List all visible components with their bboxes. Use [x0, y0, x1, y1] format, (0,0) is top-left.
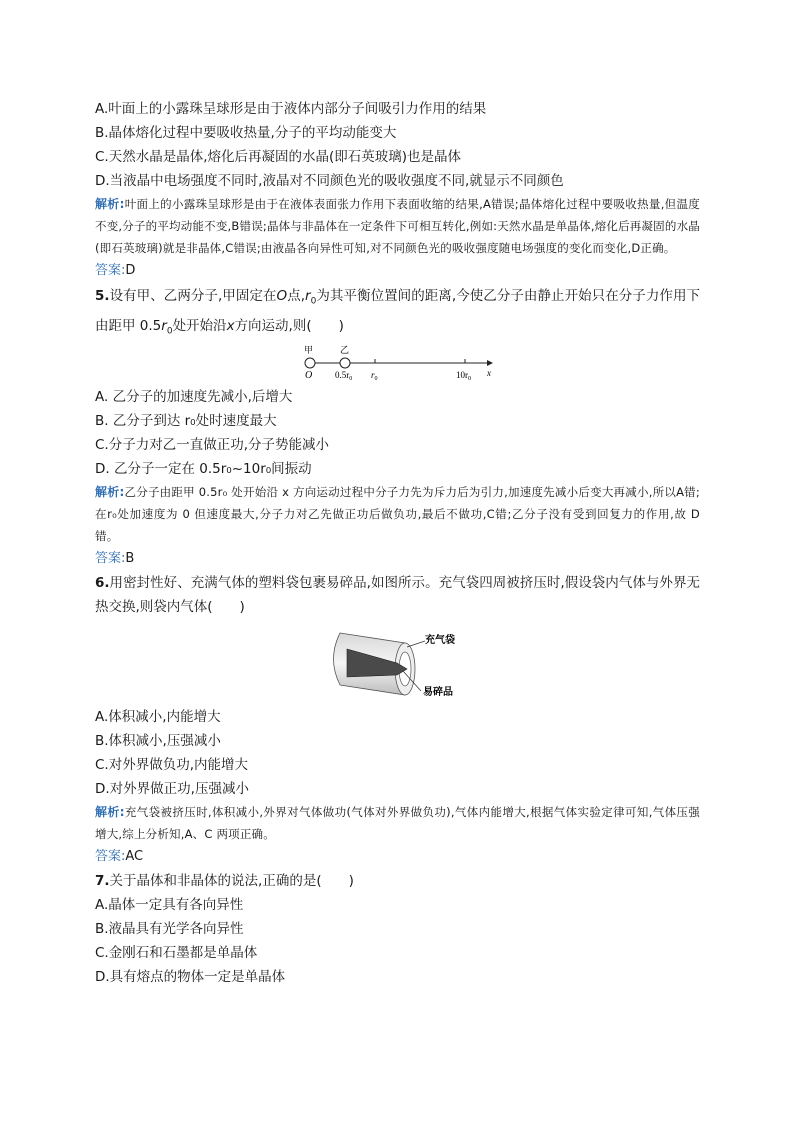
answer-label: 答案:	[95, 263, 126, 278]
half-r0-sub: 0	[349, 376, 353, 383]
airbag-diagram	[95, 619, 700, 705]
q5-option-d: D. 乙分子一定在 0.5r₀~10r₀间振动	[95, 461, 312, 478]
pointer-bag	[407, 641, 425, 647]
q6-options	[95, 705, 700, 801]
explanation-label: 解析:	[95, 805, 125, 820]
page-content	[95, 97, 700, 989]
explanation-text: 充气袋被挤压时,体积减小,外界对气体做功(气体对外界做负功),气体内能增大,根据气体实验定律可知,气体压强增大,综上分析知,A、C 两项正确。	[95, 805, 700, 842]
r0-sub: 0	[374, 376, 378, 383]
q5-option-b: B. 乙分子到达 r₀处时速度最大	[95, 413, 277, 430]
answer-label: 答案:	[95, 849, 126, 865]
label-bag: 充气袋	[425, 635, 455, 647]
q5-option-a: A. 乙分子的加速度先减小,后增大	[95, 389, 293, 406]
explanation-text: 乙分子由距甲 0.5r₀ 处开始沿 x 方向运动过程中分子力先为斥力后为引力,加速度先减小后变大再减小,所以A错;在r₀处加速度为 0 但速度最大,分子力对乙先做正功后做负功,最后不做功,C错;乙分子没有受到回复力的作用,故 D 错。	[95, 485, 700, 544]
10r0-sub: 0	[468, 376, 471, 383]
q5-stem-sub: 0	[310, 296, 317, 307]
q6-option-c: C.对外界做负功,内能增大	[95, 757, 249, 774]
x-axis-arrow	[487, 360, 493, 366]
answer-value: B	[125, 551, 135, 567]
q6-explanation	[95, 801, 700, 845]
q5-stem-r: r	[161, 317, 167, 334]
q7-stem	[95, 869, 700, 893]
q5-stem-r: r	[305, 288, 311, 304]
q7-number: 7.	[95, 873, 110, 890]
q5-stem	[95, 284, 700, 343]
q5-stem-part: 方向运动,则( )	[234, 317, 344, 334]
q5-stem-part: 为其平衡位置间的距离,今使乙分子由静止开始只在分子力作用下由距甲 0.5	[95, 288, 700, 334]
10r0-text: 10r	[456, 370, 468, 381]
q5-explanation	[95, 481, 700, 547]
explanation-label: 解析:	[95, 485, 125, 500]
label-item: 易碎品	[423, 687, 453, 699]
q4-option-d: D.当液晶中电场强度不同时,液晶对不同颜色光的吸收强度不同,就显示不同颜色	[95, 173, 564, 189]
q7-option-d: D.具有熔点的物体一定是单晶体	[95, 969, 286, 986]
label-jia: 甲	[304, 345, 314, 356]
q5-answer	[95, 548, 700, 570]
q6-number: 6.	[95, 575, 110, 592]
answer-value: AC	[125, 849, 144, 865]
q6-answer	[95, 846, 700, 868]
answer-label: 答案:	[95, 551, 126, 567]
q4-options	[95, 97, 700, 193]
q5-option-c: C.分子力对乙一直做正功,分子势能减小	[95, 437, 330, 454]
q7-option-b: B.液晶具有光学各向异性	[95, 921, 244, 938]
label-yi: 乙	[340, 345, 350, 356]
q4-option-a: A.叶面上的小露珠呈球形是由于液体内部分子间吸引力作用的结果	[95, 101, 487, 117]
q6-figure	[95, 619, 700, 705]
half-r0-text: 0.5r	[335, 370, 350, 381]
q6-option-d: D.对外界做正功,压强减小	[95, 781, 249, 798]
q5-number: 5.	[95, 288, 110, 304]
label-origin: O	[305, 370, 313, 382]
q5-figure	[95, 343, 700, 385]
label-10r0	[456, 370, 471, 382]
axis-diagram	[95, 343, 700, 385]
r0-text: r	[371, 370, 375, 381]
q5-stem-part: 点,	[287, 288, 306, 304]
explanation-label: 解析:	[95, 197, 125, 211]
q6-stem	[95, 571, 700, 619]
q5-stem-x: x	[226, 317, 235, 334]
q7-options	[95, 893, 700, 989]
q5-stem-point-o: O	[276, 288, 288, 304]
q4-option-c: C.天然水晶是晶体,熔化后再凝固的水晶(即石英玻璃)也是晶体	[95, 149, 462, 165]
answer-value: D	[125, 263, 136, 278]
q6-option-b: B.体积减小,压强减小	[95, 733, 221, 750]
q4-option-b: B.晶体熔化过程中要吸收热量,分子的平均动能变大	[95, 125, 397, 141]
q5-stem-part: 设有甲、乙两分子,甲固定在	[109, 288, 277, 304]
q4-explanation	[95, 193, 700, 259]
q6-stem-text: 用密封性好、充满气体的塑料袋包裹易碎品,如图所示。充气袋四周被挤压时,假设袋内气体与外界无热交换,则袋内气体( )	[95, 575, 700, 616]
q5-stem-sub: 0	[166, 326, 173, 337]
q6-option-a: A.体积减小,内能增大	[95, 709, 221, 726]
q7-option-c: C.金刚石和石墨都是单晶体	[95, 945, 258, 962]
q4-answer	[95, 260, 700, 282]
q7-option-a: A.晶体一定具有各向异性	[95, 897, 244, 914]
molecule-jia	[305, 358, 315, 368]
explanation-text: 叶面上的小露珠呈球形是由于在液体表面张力作用下表面收缩的结果,A错误;晶体熔化过程中要吸收热量,但温度不变,分子的平均动能不变,B错误;晶体与非晶体在一定条件下可相互转化,例如:天然水晶是单晶体,熔化后再凝固的水晶(即石英玻璃)就是非晶体,C错误;由液晶各向异性可知,对不同颜色光的吸收强度随电场强度的变化而变化,D正确。	[95, 197, 700, 255]
q5-stem-part: 处开始沿	[172, 317, 227, 334]
label-r0	[371, 370, 378, 382]
q7-stem-text: 关于晶体和非晶体的说法,正确的是( )	[109, 873, 354, 890]
molecule-yi	[340, 358, 350, 368]
label-half-r0	[335, 370, 352, 382]
q5-options	[95, 385, 700, 481]
label-x-axis: x	[487, 368, 491, 379]
